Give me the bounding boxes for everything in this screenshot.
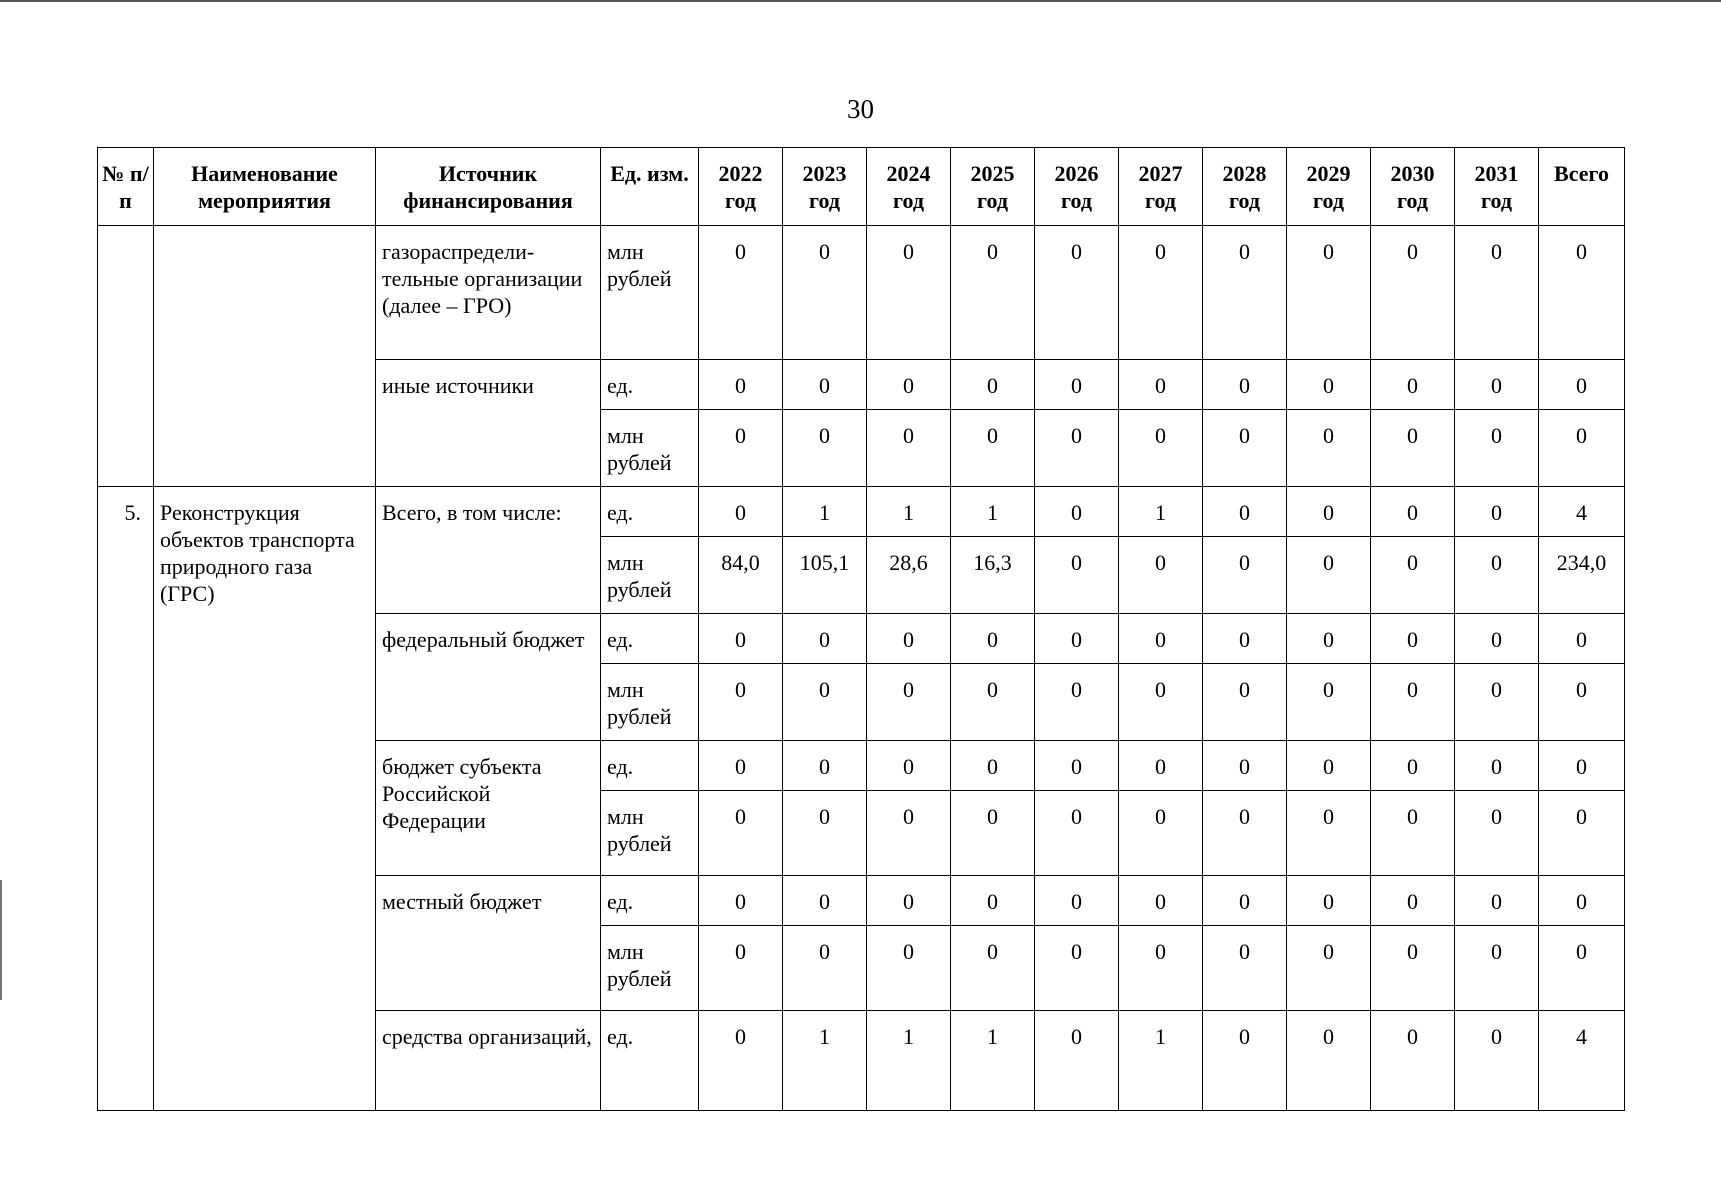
cell-value: 0: [951, 876, 1035, 926]
cell-source: средства организаций,: [376, 1011, 601, 1111]
table-row: [98, 487, 1625, 537]
header-no: № п/п: [98, 148, 154, 226]
cell-source: Всего, в том числе:: [376, 487, 601, 614]
cell-value: 1: [1119, 487, 1203, 537]
cell-value: 0: [1203, 226, 1287, 360]
cell-value: 0: [1287, 226, 1371, 360]
cell-source: местный бюджет: [376, 876, 601, 1011]
page-number: 30: [847, 94, 874, 124]
cell-value: 0: [1035, 791, 1119, 876]
cell-value: 0: [699, 664, 783, 741]
cell-value: 0: [1287, 360, 1371, 410]
cell-value: 0: [1455, 1011, 1539, 1111]
cell-value: 0: [699, 487, 783, 537]
cell-value: 0: [1371, 741, 1455, 791]
cell-value: 16,3: [951, 537, 1035, 614]
cell-value: 0: [1455, 741, 1539, 791]
cell-value: 0: [867, 360, 951, 410]
cell-value: 0: [867, 410, 951, 487]
cell-value: 0: [1203, 741, 1287, 791]
cell-unit: млн рублей: [601, 537, 699, 614]
cell-value: 0: [1203, 537, 1287, 614]
cell-value: 0: [1035, 876, 1119, 926]
cell-value: 0: [951, 791, 1035, 876]
cell-value: 0: [1371, 664, 1455, 741]
cell-total: 234,0: [1539, 537, 1625, 614]
cell-value: 0: [1371, 791, 1455, 876]
cell-total: 4: [1539, 1011, 1625, 1111]
header-unit: Ед. изм.: [601, 148, 699, 226]
cell-value: 0: [1035, 487, 1119, 537]
cell-value: 0: [1119, 926, 1203, 1011]
cell-value: 0: [1203, 487, 1287, 537]
cell-value: 0: [1455, 410, 1539, 487]
cell-value: 0: [1455, 537, 1539, 614]
cell-name-empty: [154, 226, 376, 487]
cell-value: 0: [1035, 226, 1119, 360]
cell-value: 0: [1455, 791, 1539, 876]
cell-value: 0: [1035, 741, 1119, 791]
cell-value: 0: [1287, 1011, 1371, 1111]
cell-value: 0: [1287, 614, 1371, 664]
cell-total: 0: [1539, 741, 1625, 791]
cell-value: 0: [1371, 614, 1455, 664]
cell-value: 0: [699, 1011, 783, 1111]
cell-value: 0: [951, 614, 1035, 664]
header-year: 2030 год: [1371, 148, 1455, 226]
financing-table: [97, 147, 1625, 1111]
cell-value: 0: [699, 226, 783, 360]
cell-value: 0: [1119, 741, 1203, 791]
header-year: 2024 год: [867, 148, 951, 226]
cell-value: 0: [1119, 360, 1203, 410]
cell-value: 1: [783, 1011, 867, 1111]
cell-unit: ед.: [601, 360, 699, 410]
header-year: 2023 год: [783, 148, 867, 226]
cell-value: 0: [1455, 876, 1539, 926]
cell-total: 0: [1539, 791, 1625, 876]
cell-value: 0: [1035, 537, 1119, 614]
header-total: Всего: [1539, 148, 1625, 226]
cell-value: 0: [783, 876, 867, 926]
cell-value: 1: [867, 487, 951, 537]
cell-value: 105,1: [783, 537, 867, 614]
cell-value: 0: [1287, 926, 1371, 1011]
cell-value: 0: [699, 741, 783, 791]
header-year: 2025 год: [951, 148, 1035, 226]
cell-value: 0: [1371, 410, 1455, 487]
cell-total: 4: [1539, 487, 1625, 537]
cell-value: 0: [1371, 876, 1455, 926]
cell-value: 1: [1119, 1011, 1203, 1111]
scan-left-edge: [0, 880, 2, 1000]
cell-value: 0: [699, 876, 783, 926]
cell-value: 0: [1203, 360, 1287, 410]
cell-value: 0: [951, 410, 1035, 487]
cell-value: 0: [1287, 791, 1371, 876]
cell-value: 0: [783, 664, 867, 741]
cell-value: 0: [951, 360, 1035, 410]
cell-value: 0: [783, 226, 867, 360]
cell-value: 0: [783, 410, 867, 487]
cell-value: 0: [699, 614, 783, 664]
cell-value: 0: [1455, 614, 1539, 664]
header-year: 2027 год: [1119, 148, 1203, 226]
header-year: 2029 год: [1287, 148, 1371, 226]
cell-total: 0: [1539, 410, 1625, 487]
header-year: 2026 год: [1035, 148, 1119, 226]
cell-value: 0: [1455, 487, 1539, 537]
cell-value: 0: [1455, 360, 1539, 410]
cell-value: 1: [951, 487, 1035, 537]
cell-value: 0: [867, 926, 951, 1011]
cell-unit: ед.: [601, 876, 699, 926]
header-name: Наименование мероприятия: [154, 148, 376, 226]
cell-value: 0: [1371, 487, 1455, 537]
cell-value: 0: [867, 791, 951, 876]
cell-source: иные источники: [376, 360, 601, 487]
header-year: 2028 год: [1203, 148, 1287, 226]
cell-total: 0: [1539, 614, 1625, 664]
cell-total: 0: [1539, 876, 1625, 926]
cell-value: 0: [1035, 614, 1119, 664]
cell-value: 0: [783, 926, 867, 1011]
cell-value: 0: [1287, 410, 1371, 487]
cell-unit: млн рублей: [601, 664, 699, 741]
cell-total: 0: [1539, 926, 1625, 1011]
cell-unit: млн рублей: [601, 410, 699, 487]
cell-value: 0: [1035, 360, 1119, 410]
cell-source: бюджет субъекта Российской Федерации: [376, 741, 601, 876]
cell-unit: ед.: [601, 741, 699, 791]
cell-value: 0: [1203, 410, 1287, 487]
cell-value: 0: [1371, 926, 1455, 1011]
table-row: [98, 226, 1625, 360]
cell-value: 0: [783, 360, 867, 410]
cell-value: 1: [951, 1011, 1035, 1111]
cell-value: 0: [1119, 664, 1203, 741]
cell-value: 0: [1203, 614, 1287, 664]
cell-unit: ед.: [601, 487, 699, 537]
cell-value: 0: [951, 226, 1035, 360]
cell-unit: ед.: [601, 1011, 699, 1111]
cell-value: 0: [1371, 1011, 1455, 1111]
cell-value: 0: [951, 741, 1035, 791]
cell-unit: млн рублей: [601, 791, 699, 876]
cell-item-number: 5.: [98, 487, 154, 1111]
cell-value: 0: [783, 791, 867, 876]
cell-total: 0: [1539, 226, 1625, 360]
cell-source: федеральный бюджет: [376, 614, 601, 741]
cell-value: 0: [1203, 926, 1287, 1011]
cell-value: 1: [867, 1011, 951, 1111]
cell-value: 0: [1119, 226, 1203, 360]
cell-value: 0: [1119, 791, 1203, 876]
cell-value: 0: [1287, 487, 1371, 537]
scan-top-edge: [0, 0, 1721, 2]
cell-item-name: Реконструкция объектов транспорта природного газа (ГРС): [154, 487, 376, 1111]
cell-value: 84,0: [699, 537, 783, 614]
cell-value: 0: [699, 926, 783, 1011]
cell-value: 0: [699, 360, 783, 410]
cell-value: 0: [1035, 926, 1119, 1011]
cell-value: 0: [1035, 1011, 1119, 1111]
cell-value: 0: [1287, 664, 1371, 741]
cell-value: 28,6: [867, 537, 951, 614]
cell-value: 0: [1287, 537, 1371, 614]
cell-value: 0: [1119, 876, 1203, 926]
table-header-row: [98, 148, 1625, 226]
cell-unit: млн рублей: [601, 926, 699, 1011]
cell-value: 0: [1455, 664, 1539, 741]
header-source: Источник финансирования: [376, 148, 601, 226]
cell-value: 0: [1287, 741, 1371, 791]
cell-value: 0: [783, 614, 867, 664]
cell-value: 0: [1119, 614, 1203, 664]
cell-value: 0: [699, 791, 783, 876]
cell-total: 0: [1539, 664, 1625, 741]
cell-unit: млн рублей: [601, 226, 699, 360]
cell-value: 1: [783, 487, 867, 537]
cell-value: 0: [783, 741, 867, 791]
cell-value: 0: [1203, 876, 1287, 926]
cell-value: 0: [1203, 791, 1287, 876]
cell-value: 0: [1203, 1011, 1287, 1111]
cell-value: 0: [1455, 226, 1539, 360]
cell-value: 0: [1119, 537, 1203, 614]
cell-value: 0: [867, 614, 951, 664]
cell-no-empty: [98, 226, 154, 487]
cell-total: 0: [1539, 360, 1625, 410]
cell-source: газораспредели-тельные организации (далее – ГРО): [376, 226, 601, 360]
cell-value: 0: [1119, 410, 1203, 487]
cell-value: 0: [867, 876, 951, 926]
cell-value: 0: [951, 926, 1035, 1011]
cell-value: 0: [1455, 926, 1539, 1011]
header-year: 2031 год: [1455, 148, 1539, 226]
cell-value: 0: [1371, 226, 1455, 360]
cell-value: 0: [1287, 876, 1371, 926]
cell-value: 0: [867, 741, 951, 791]
header-year: 2022 год: [699, 148, 783, 226]
cell-value: 0: [867, 226, 951, 360]
cell-value: 0: [1203, 664, 1287, 741]
cell-unit: ед.: [601, 614, 699, 664]
cell-value: 0: [1371, 537, 1455, 614]
cell-value: 0: [1371, 360, 1455, 410]
cell-value: 0: [867, 664, 951, 741]
cell-value: 0: [1035, 664, 1119, 741]
cell-value: 0: [951, 664, 1035, 741]
cell-value: 0: [1035, 410, 1119, 487]
cell-value: 0: [699, 410, 783, 487]
